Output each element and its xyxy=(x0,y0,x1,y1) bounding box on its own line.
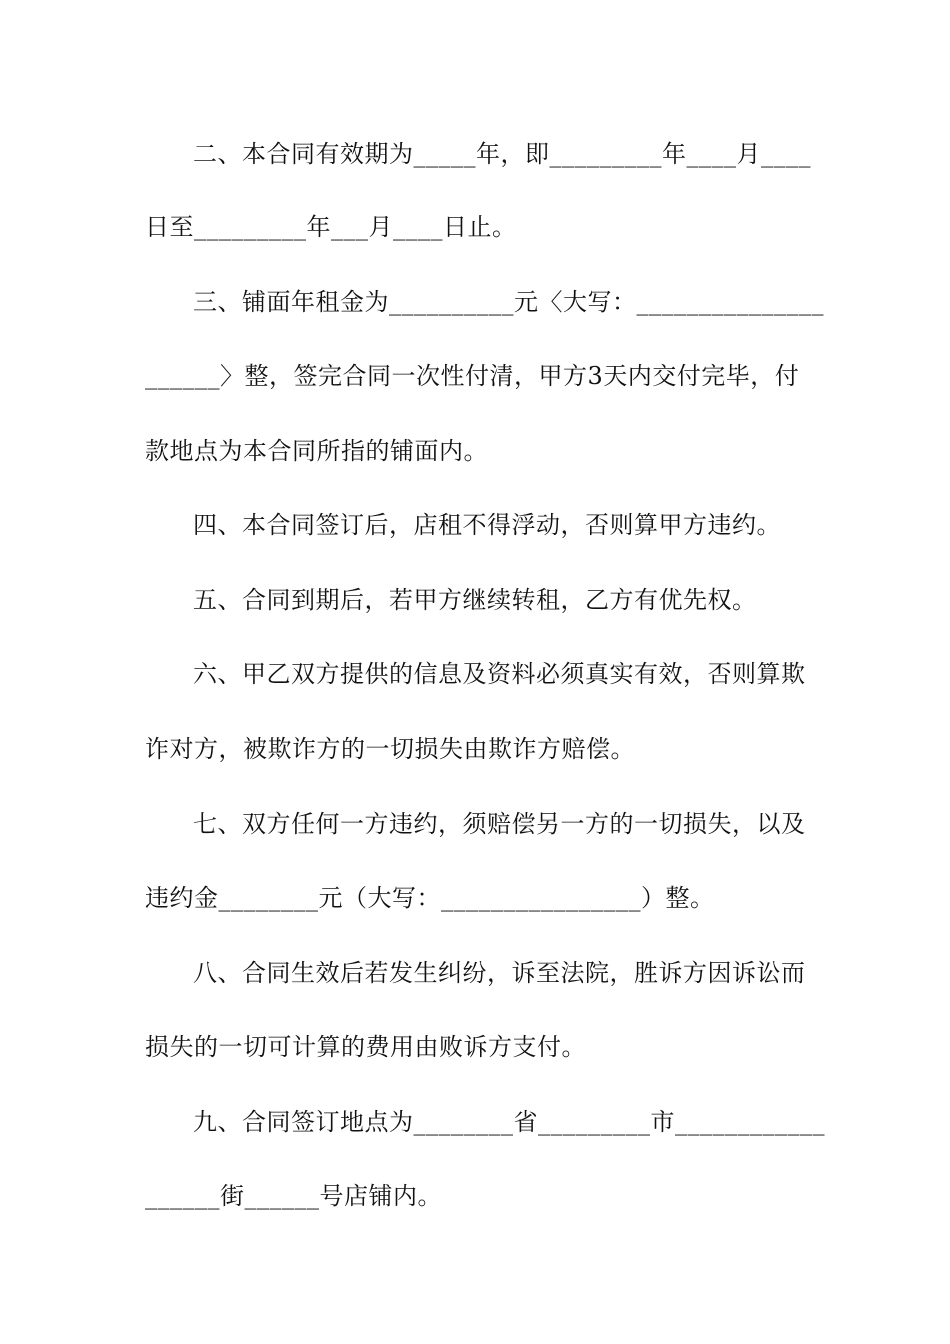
clause-3-line-3: 款地点为本合同所指的铺面内。 xyxy=(145,437,488,465)
clause-9-line-1: 九、合同签订地点为________省_________市____________ xyxy=(193,1108,825,1136)
clause-6-line-2: 诈对方，被欺诈方的一切损失由欺诈方赔偿。 xyxy=(145,735,635,763)
clause-3-line-2: ______〉整，签完合同一次性付清，甲方3天内交付完毕，付 xyxy=(145,362,800,390)
clause-8-line-1: 八、合同生效后若发生纠纷，诉至法院，胜诉方因诉讼而 xyxy=(193,959,806,987)
clause-9-line-2: ______街______号店铺内。 xyxy=(145,1182,442,1210)
clause-6-line-1: 六、甲乙双方提供的信息及资料必须真实有效，否则算欺 xyxy=(193,660,806,688)
clause-4-line-1: 四、本合同签订后，店租不得浮动，否则算甲方违约。 xyxy=(193,511,781,539)
clause-8-line-2: 损失的一切可计算的费用由败诉方支付。 xyxy=(145,1033,586,1061)
clause-7-line-1: 七、双方任何一方违约，须赔偿另一方的一切损失，以及 xyxy=(193,810,806,838)
clause-2-line-2: 日至_________年___月____日止。 xyxy=(145,213,517,241)
clause-5-line-1: 五、合同到期后，若甲方继续转租，乙方有优先权。 xyxy=(193,586,757,614)
clause-2-line-1: 二、本合同有效期为_____年，即_________年____月____ xyxy=(193,140,811,168)
clause-7-line-2: 违约金________元（大写：________________）整。 xyxy=(145,884,715,912)
clause-3-line-1: 三、铺面年租金为__________元〈大写：_______________ xyxy=(193,288,824,316)
